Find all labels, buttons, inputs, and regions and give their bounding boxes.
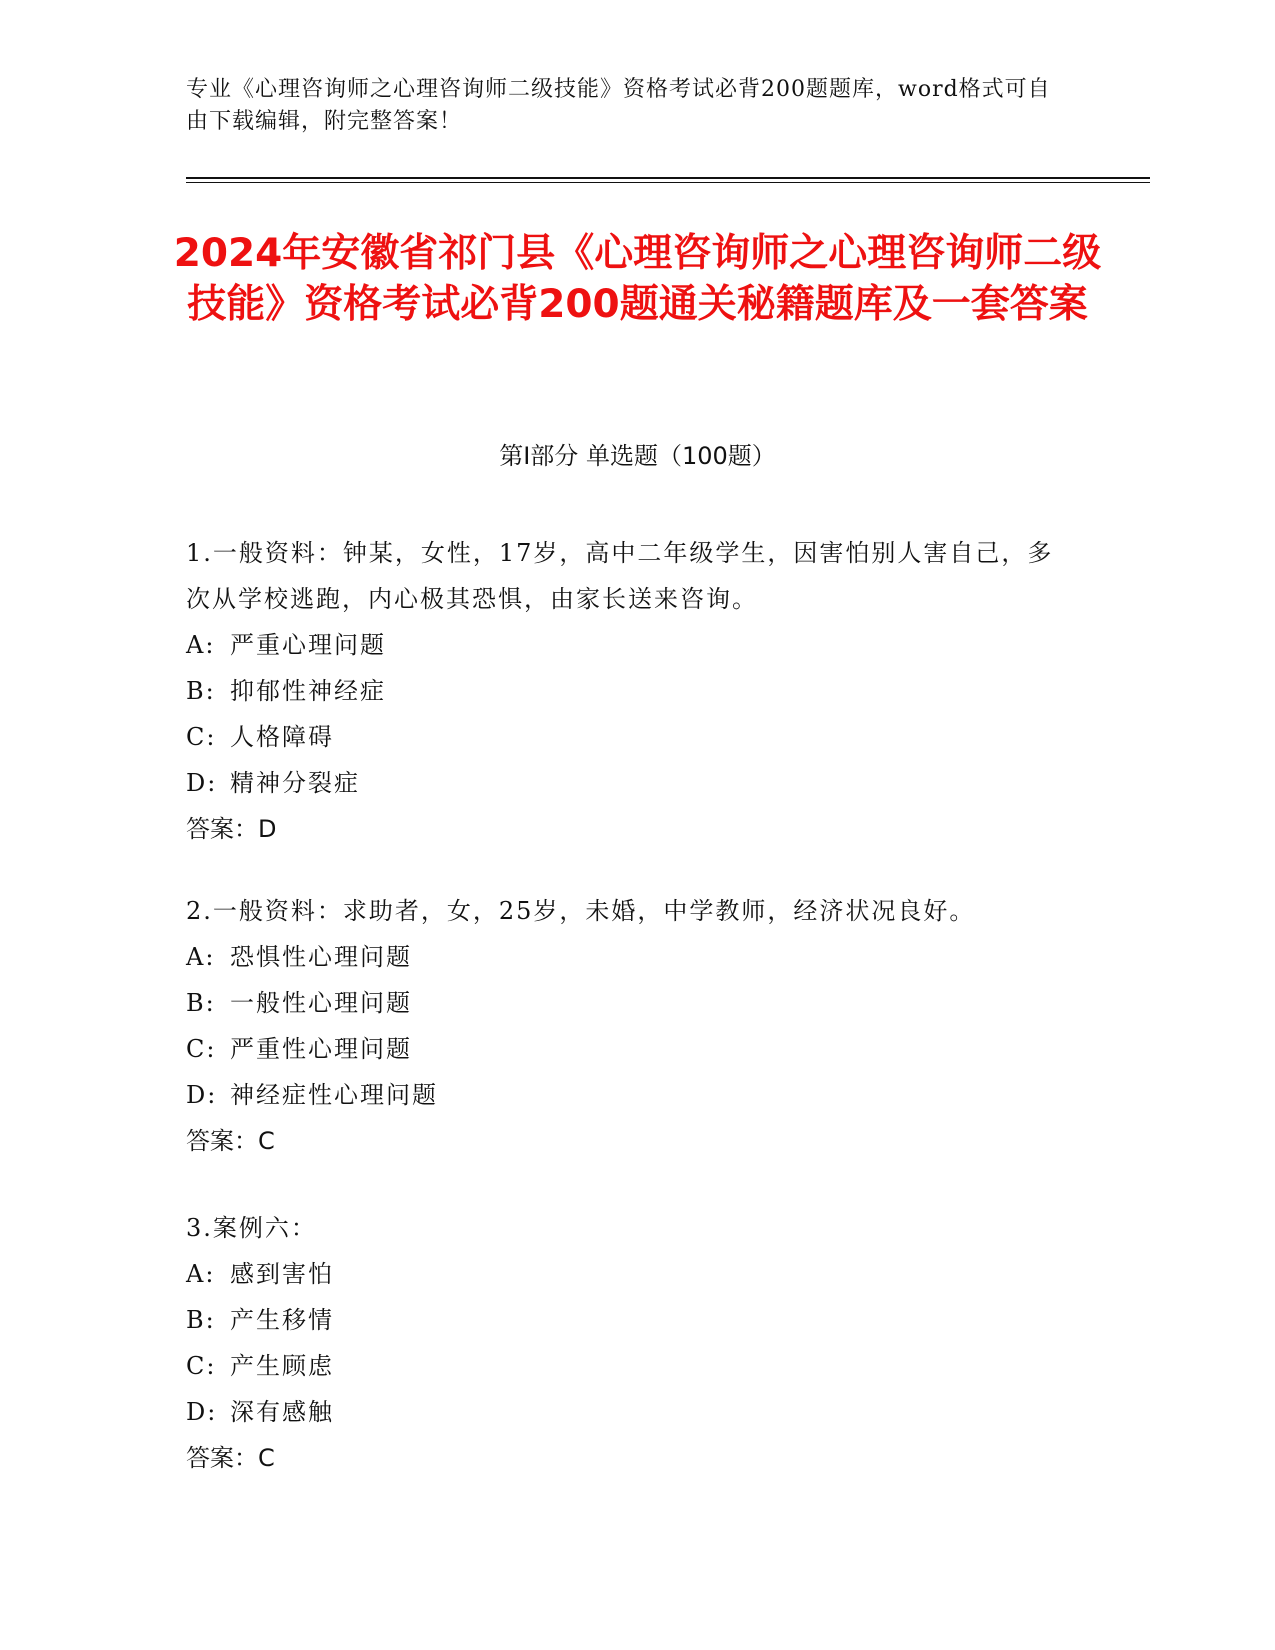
option-text: 产生顾虑 <box>230 1352 334 1380</box>
option-a <box>186 934 1066 980</box>
question-3 <box>186 1205 1066 1481</box>
option-text: 一般性心理问题 <box>230 989 412 1017</box>
option-key: C: <box>186 1035 217 1063</box>
option-d <box>186 1072 1066 1118</box>
option-text: 人格障碍 <box>230 723 334 751</box>
option-text: 深有感触 <box>230 1398 334 1426</box>
option-key: B: <box>186 1306 216 1334</box>
option-c <box>186 1026 1066 1072</box>
option-a <box>186 1251 1066 1297</box>
option-key: D: <box>186 1398 218 1426</box>
option-key: C: <box>186 1352 217 1380</box>
header-divider-thin <box>186 182 1150 183</box>
option-b <box>186 668 1066 714</box>
answer-line: 答案：C <box>186 1444 275 1472</box>
answer-line: 答案：D <box>186 815 277 843</box>
option-key: D: <box>186 1081 218 1109</box>
option-text: 精神分裂症 <box>230 769 360 797</box>
section-heading: 第I部分 单选题（100题） <box>499 442 776 470</box>
option-text: 产生移情 <box>230 1306 334 1334</box>
option-text: 神经症性心理问题 <box>230 1081 438 1109</box>
question-2 <box>186 888 1066 1164</box>
option-key: A: <box>186 943 216 971</box>
option-text: 严重性心理问题 <box>230 1035 412 1063</box>
option-b <box>186 980 1066 1026</box>
option-key: B: <box>186 677 216 705</box>
option-text: 感到害怕 <box>230 1260 334 1288</box>
option-key: C: <box>186 723 217 751</box>
option-text: 抑郁性神经症 <box>230 677 386 705</box>
option-key: A: <box>186 631 216 659</box>
option-d <box>186 760 1066 806</box>
option-text: 恐惧性心理问题 <box>230 943 412 971</box>
question-stem: 1.一般资料：钟某，女性，17岁，高中二年级学生，因害怕别人害自己，多次从学校逃跑，内心极其恐惧，由家长送来咨询。 <box>186 539 1054 613</box>
header-note: 专业《心理咨询师之心理咨询师二级技能》资格考试必背200题题库，word格式可自由下载编辑，附完整答案！ <box>186 77 1051 134</box>
option-d <box>186 1389 1066 1435</box>
option-c <box>186 714 1066 760</box>
option-key: D: <box>186 769 218 797</box>
question-stem: 2.一般资料：求助者，女，25岁，未婚，中学教师，经济状况良好。 <box>186 897 976 925</box>
question-stem: 3.案例六： <box>186 1214 317 1242</box>
option-text: 严重心理问题 <box>230 631 386 659</box>
question-1 <box>186 530 1066 852</box>
option-b <box>186 1297 1066 1343</box>
option-a <box>186 622 1066 668</box>
option-key: A: <box>186 1260 216 1288</box>
header-divider-thick <box>186 177 1150 179</box>
answer-line: 答案：C <box>186 1127 275 1155</box>
document-title: 2024年安徽省祁门县《心理咨询师之心理咨询师二级技能》资格考试必背200题通关秘籍题库及一套答案 <box>173 231 1102 327</box>
option-c <box>186 1343 1066 1389</box>
option-key: B: <box>186 989 216 1017</box>
